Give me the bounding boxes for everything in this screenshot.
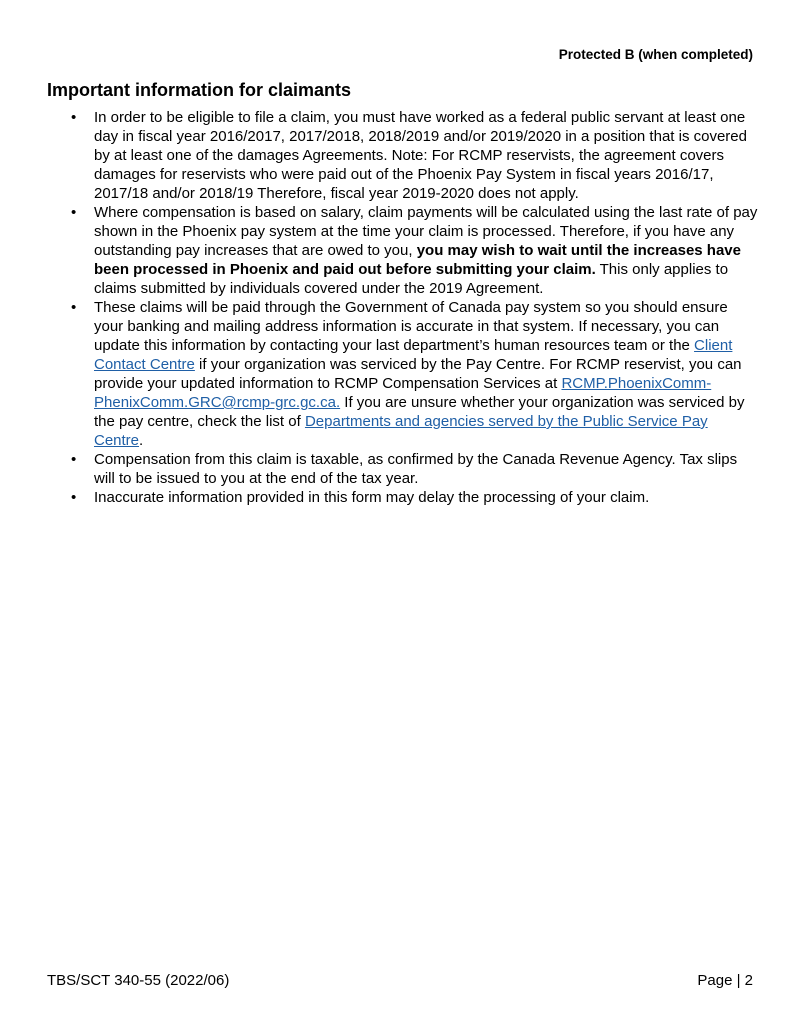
- bullet-icon: •: [71, 451, 77, 468]
- claimant-info-list: [71, 108, 761, 507]
- bullet-icon: •: [71, 299, 77, 316]
- form-number: TBS/SCT 340-55 (2022/06): [47, 972, 230, 989]
- bullet-icon: •: [71, 109, 77, 126]
- list-item-salary: [71, 203, 761, 298]
- list-item-inaccurate: [71, 488, 761, 507]
- salary-text: Where compensation is based on salary, claim payments will be calculated using the last rate of pay shown in the Phoenix pay system at the time your claim is processed. Therefore, if you have any outstanding pay increases that are owed to you,: [94, 204, 758, 259]
- client-contact-centre-link[interactable]: Client Contact Centre: [94, 337, 733, 373]
- inaccurate-info-text: Inaccurate information provided in this form may delay the processing of your claim.: [94, 489, 650, 506]
- rcmp-email-link[interactable]: RCMP.PhoenixComm-PhenixComm.GRC@rcmp-grc.gc.ca.: [94, 375, 712, 411]
- protection-level-label: Protected B (when completed): [558, 47, 753, 62]
- list-item-eligibility: [71, 108, 761, 203]
- taxable-text: Compensation from this claim is taxable, as confirmed by the Canada Revenue Agency. Tax slips will to be issued to you at the end of the tax year.: [94, 451, 738, 487]
- salary-warning-text: you may wish to wait until the increases have been processed in Phoenix and paid out before submitting your claim.: [94, 242, 741, 278]
- page-number: Page | 2: [697, 972, 753, 989]
- payment-text-2: if your organization was serviced by the Pay Centre. For RCMP reservist, you can provide your updated information to RCMP Compensation Services at: [94, 356, 742, 392]
- list-item-taxable: [71, 450, 761, 488]
- payment-text-3: If you are unsure whether your organization was serviced by the pay centre, check the list of: [94, 394, 745, 430]
- payment-text-1: These claims will be paid through the Government of Canada pay system so you should ensure your banking and mailing address information is accurate in that system. If necessary, you can update this information by contacting your last department’s human resources team or the: [94, 299, 728, 354]
- salary-note-text: This only applies to claims submitted by individuals covered under the 2019 Agreement.: [94, 261, 729, 297]
- section-heading: Important information for claimants: [47, 80, 352, 100]
- eligibility-text: In order to be eligible to file a claim, you must have worked as a federal public servant at least one day in fiscal year 2016/2017, 2017/2018, 2018/2019 and/or 2019/2020 in a position that is covered by at least one of the damages Agreements. Note: For RCMP reservists, the agreement covers damages for reservists who were paid out of the Phoenix Pay System in fiscal years 2016/17, 2017/18 and/or 2018/19 Therefore, fiscal year 2019-2020 does not apply.: [94, 109, 747, 202]
- bullet-icon: •: [71, 204, 77, 221]
- list-item-payment: [71, 298, 761, 450]
- departments-agencies-link[interactable]: Departments and agencies served by the Public Service Pay Centre: [94, 413, 708, 449]
- bullet-icon: •: [71, 489, 77, 506]
- payment-text-4: .: [139, 432, 144, 449]
